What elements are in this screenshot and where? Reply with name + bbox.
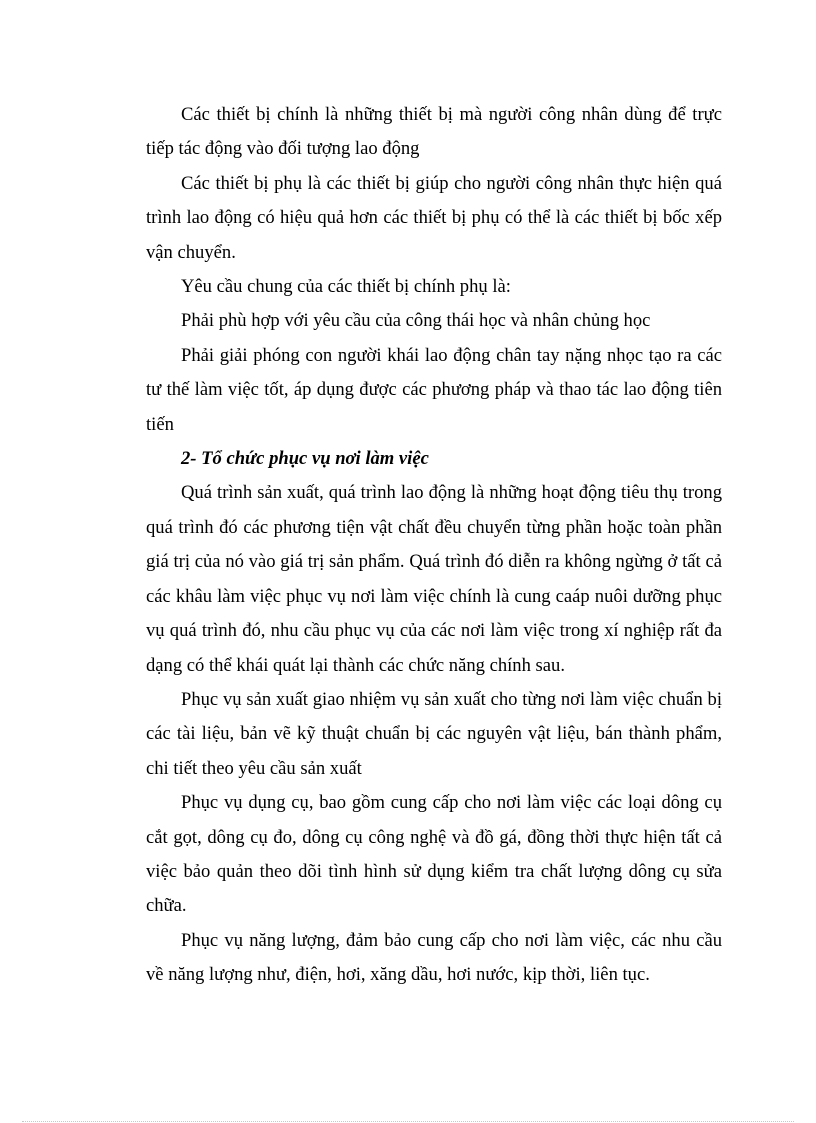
paragraph-main-equipment: Các thiết bị chính là những thiết bị mà người công nhân dùng để trực tiếp tác động vào đối tượng lao động bbox=[146, 104, 722, 160]
paragraph-labor-relief-requirement: Phải giải phóng con người khái lao động chân tay nặng nhọc tạo ra các tư thế làm việc tốt, áp dụng được các phương pháp và thao tác lao động tiên tiến bbox=[146, 344, 722, 435]
paragraph-general-requirements: Yêu cầu chung của các thiết bị chính phụ là: bbox=[181, 276, 511, 298]
section-heading: 2- Tổ chức phục vụ nơi làm việc bbox=[181, 448, 429, 470]
paragraph-energy-service: Phục vụ năng lượng, đảm bảo cung cấp cho nơi làm việc, các nhu cầu về năng lượng như, điện, hơi, xăng dầu, hơi nước, kịp thời, liên tục. bbox=[146, 929, 722, 986]
paragraph-production-service: Phục vụ sản xuất giao nhiệm vụ sản xuất cho từng nơi làm việc chuẩn bị các tài liệu, bản vẽ kỹ thuật chuẩn bị các nguyên vật liệu, bán thành phẩm, chi tiết theo yêu cầu sản xuất bbox=[146, 688, 722, 779]
paragraph-tool-service: Phục vụ dụng cụ, bao gồm cung cấp cho nơi làm việc các loại dông cụ cắt gọt, dông cụ đo, dông cụ công nghệ và đồ gá, đồng thời thực hiện tất cả việc bảo quản theo dõi tình hình sử dụng kiểm tra chất lượng dông cụ sửa chữa. bbox=[146, 792, 722, 917]
paragraph-ergonomics-requirement: Phải phù hợp với yêu cầu của công thái học và nhân chủng học bbox=[181, 310, 651, 332]
document-body bbox=[146, 98, 722, 993]
paragraph-auxiliary-equipment: Các thiết bị phụ là các thiết bị giúp cho người công nhân thực hiện quá trình lao động có hiệu quả hơn các thiết bị phụ có thể là các thiết bị bốc xếp vận chuyển. bbox=[146, 172, 722, 263]
paragraph-production-process: Quá trình sản xuất, quá trình lao động là những hoạt động tiêu thụ trong quá trình đó các phương tiện vật chất đều chuyển từng phần hoặc toàn phần giá trị của nó vào giá trị sản phẩm. Quá trình đó diễn ra không ngừng ở tất cả các khâu làm việc phục vụ nơi làm việc chính là cung caáp nuôi dưỡng phục vụ quá trình đó, nhu cầu phục vụ của các nơi làm việc trong xí nghiệp rất đa dạng có thể khái quát lại thành các chức năng chính sau. bbox=[146, 482, 722, 676]
page-bottom-divider bbox=[22, 1121, 794, 1122]
